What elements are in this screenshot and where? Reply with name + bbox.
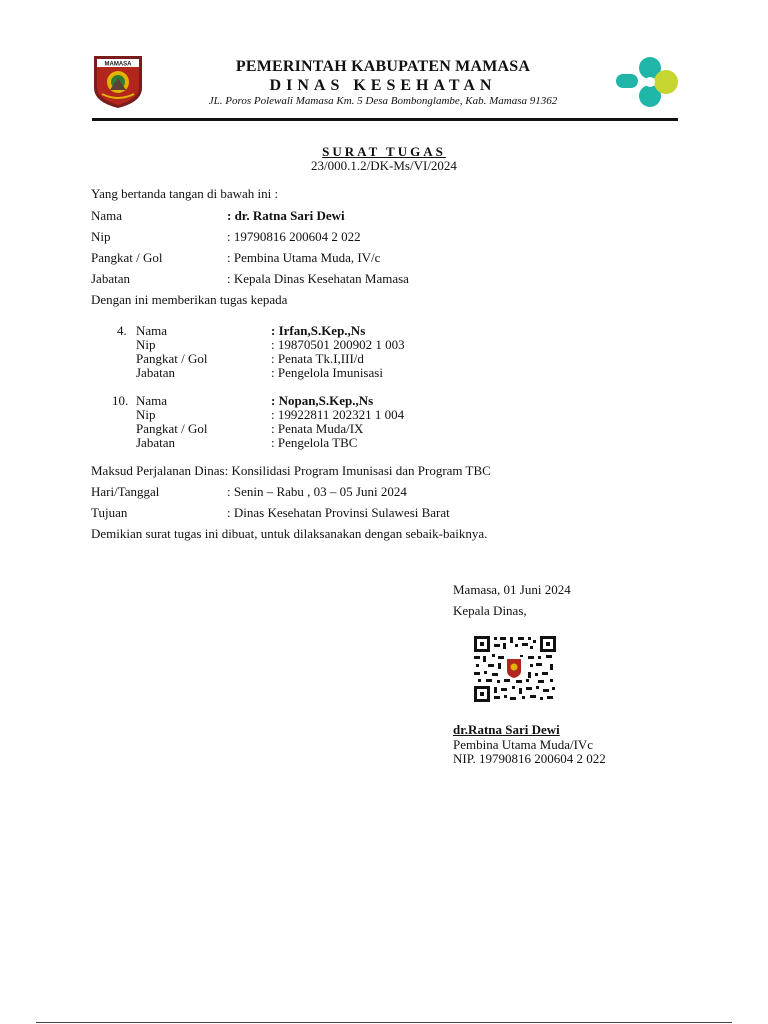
letter-title: SURAT TUGAS (322, 144, 446, 159)
assignee-2-value-position: : Pengelola TBC (271, 435, 358, 450)
assignee-1-label-rank: Pangkat / Gol (136, 351, 208, 366)
assignee-2-index: 10. (112, 393, 129, 408)
assignee-1-value-nip: : 19870501 200902 1 003 (271, 337, 405, 352)
assignee-2-label-rank: Pangkat / Gol (136, 421, 208, 436)
signer-label-nip: Nip (91, 229, 111, 244)
destination-label: Tujuan (91, 505, 128, 520)
assignee-2-value-name: : Nopan,S.Kep.,Ns (271, 393, 374, 408)
date-label: Hari/Tanggal (91, 484, 160, 499)
letter-number: 23/000.1.2/DK-Ms/VI/2024 (311, 158, 457, 173)
assignee-2-value-rank: : Penata Muda/IX (271, 421, 364, 436)
signer-value-rank: : Pembina Utama Muda, IV/c (227, 250, 381, 265)
assignee-1-value-name: : Irfan,S.Kep.,Ns (271, 323, 366, 338)
assignee-1-label-name: Nama (136, 323, 168, 338)
assignee-1-value-rank: : Penata Tk.I,III/d (271, 351, 364, 366)
qr-code-icon (472, 634, 558, 704)
signature-place-date: Mamasa, 01 Juni 2024 (453, 582, 571, 597)
signatory-nip: NIP. 19790816 200604 2 022 (453, 751, 606, 766)
page-bottom-edge (36, 1022, 732, 1023)
trip-purpose: Maksud Perjalanan Dinas: Konsilidasi Program Imunisasi dan Program TBC (91, 463, 491, 478)
signer-label-position: Jabatan (91, 271, 130, 286)
mamasa-emblem-icon (90, 54, 146, 110)
signer-label-name: Nama (91, 208, 123, 223)
signatory-name: dr.Ratna Sari Dewi (453, 722, 560, 737)
government-heading: PEMERINTAH KABUPATEN MAMASA (235, 58, 531, 75)
signature-position: Kepala Dinas, (453, 603, 527, 618)
signer-value-position: : Kepala Dinas Kesehatan Mamasa (227, 271, 409, 286)
signatory-rank: Pembina Utama Muda/IVc (453, 737, 594, 752)
destination-value: : Dinas Kesehatan Provinsi Sulawesi Barat (227, 505, 450, 520)
signer-label-rank: Pangkat / Gol (91, 250, 163, 265)
assignment-text: Dengan ini memberikan tugas kepada (91, 292, 288, 307)
office-address: JL. Poros Polewali Mamasa Km. 5 Desa Bombonglambe, Kab. Mamasa 91362 (208, 95, 558, 107)
assignee-2-label-position: Jabatan (136, 435, 175, 450)
assignee-1-value-position: : Pengelola Imunisasi (271, 365, 383, 380)
closing-text: Demikian surat tugas ini dibuat, untuk dilaksanakan dengan sebaik-baiknya. (91, 526, 488, 541)
assignee-1-label-position: Jabatan (136, 365, 175, 380)
assignee-2-label-nip: Nip (136, 407, 156, 422)
assignee-2-value-nip: : 19922811 202321 1 004 (271, 407, 405, 422)
intro-text: Yang bertanda tangan di bawah ini : (91, 186, 279, 201)
assignee-2-label-name: Nama (136, 393, 168, 408)
header-divider (92, 118, 678, 121)
department-heading: DINAS KESEHATAN (269, 77, 497, 94)
signer-value-nip: : 19790816 200604 2 022 (227, 229, 361, 244)
assignee-1-label-nip: Nip (136, 337, 156, 352)
date-value: : Senin – Rabu , 03 – 05 Juni 2024 (227, 484, 407, 499)
signer-value-name: : dr. Ratna Sari Dewi (227, 208, 345, 223)
kemenkes-logo-icon (614, 56, 680, 108)
assignee-1-index: 4. (117, 323, 127, 338)
emblem-text: MAMASA (104, 61, 132, 68)
